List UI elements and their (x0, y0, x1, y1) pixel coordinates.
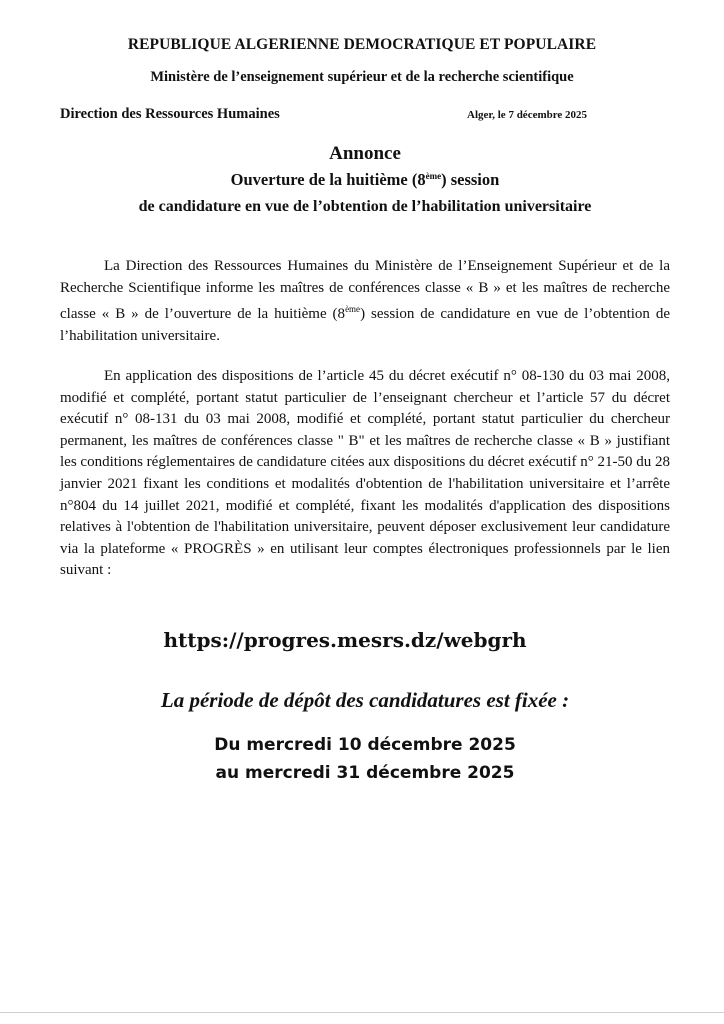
page-bottom-divider (0, 1012, 724, 1013)
announcement-subtitle-line2: de candidature en vue de l’obtention de l’habilitation universitaire (138, 198, 592, 215)
republic-heading: REPUBLIQUE ALGERIENNE DEMOCRATIQUE ET POPULAIRE (127, 36, 597, 53)
ministry-heading: Ministère de l’enseignement supérieur et de la recherche scientifique (150, 69, 574, 85)
announcement-title: Annonce (329, 143, 401, 164)
paragraph-intro (60, 256, 670, 347)
subtitle-superscript: ème (425, 171, 442, 181)
paragraph-application: En application des dispositions de l’article 45 du décret exécutif n° 08-130 du 03 mai 2008, modifié et complété, portant statut particulier de l’enseignant chercheur et l’article 57 du décret exécutif n° 08-131 du 03 mai 2008, modifié et complété, portant statut particulier du chercheur permanent, les maîtres de conférences classe " B" et les maîtres de recherche classe « B » justifiant les conditions réglementaires de candidature citées aux dispositions du décret exécutif n° 21-50 du 28 janvier 2021 fixant les conditions et modalités d'obtention de l'habilitation universitaire et l’arrête n°804 du 14 juillet 2021, modifié et complété, fixant les modalités d'application des dispositions relatives à l'obtention de l'habilitation universitaire, peuvent déposer exclusivement leur candidature via la plateforme « PROGRÈS » en utilisant leur comptes électroniques professionnels par le lien suivant : (60, 368, 670, 579)
announcement-subtitle-line1 (0, 170, 724, 190)
intro-text-after: ) session de candidature en vue de l’obtention de l’habilitation universitaire. (60, 306, 671, 344)
period-end: au mercredi 31 décembre 2025 (215, 763, 515, 783)
direction-name: Direction des Ressources Humaines (60, 106, 280, 122)
period-start: Du mercredi 10 décembre 2025 (214, 735, 516, 755)
intro-text-before: La Direction des Ressources Humaines du Ministère de l’Enseignement Supérieur et de la Recherche Scientifique informe les maîtres de conférences classe « B » et les maîtres de recherche classe « B » de l’ouverture de la huitième (8 (60, 258, 670, 323)
document-date: Alger, le 7 décembre 2025 (467, 109, 588, 121)
period-label: La période de dépôt des candidatures est fixée : (160, 688, 570, 712)
subtitle-text-after: ) session (441, 170, 500, 189)
subtitle-text-before: Ouverture de la huitième (8 (230, 170, 426, 189)
platform-link[interactable]: https://progres.mesrs.dz/webgrh (163, 628, 527, 652)
intro-superscript: ème (345, 304, 361, 315)
